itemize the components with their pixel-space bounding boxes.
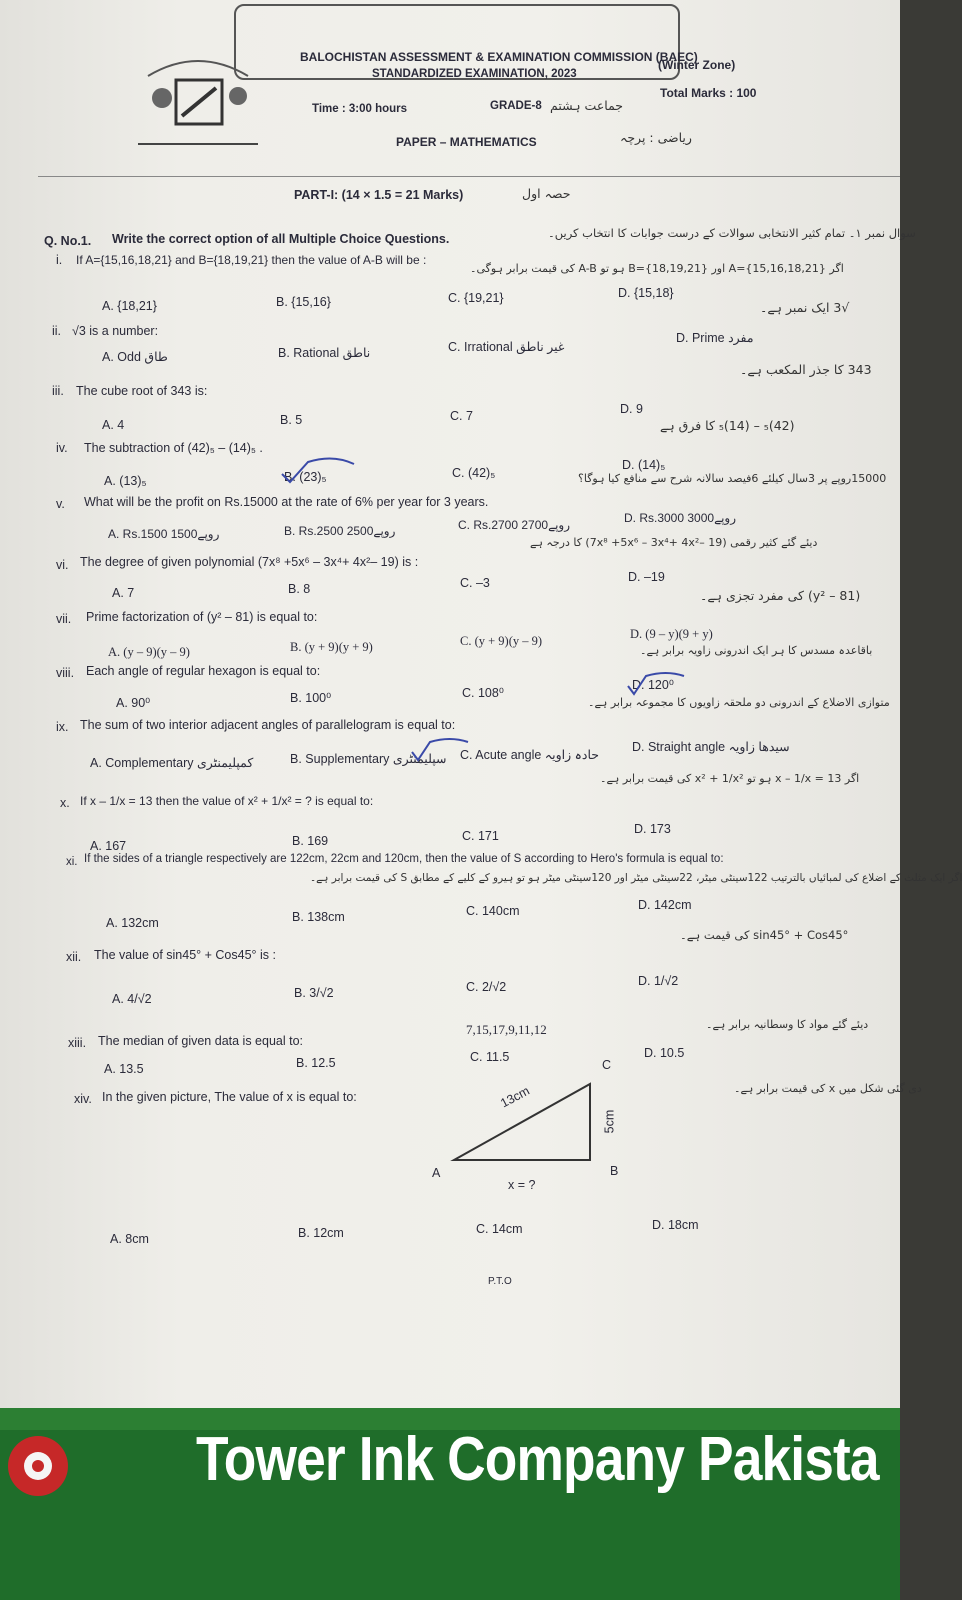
flower-logo [2,1422,82,1512]
paper-urdu: ریاضی : پرچہ [620,130,692,145]
question-urdu: 15000روپے پر 3سال کیلئے 6فیصد سالانہ شرح سے منافع کیا ہوگا؟ [578,472,887,485]
option-d: D. 120⁰ [632,678,674,692]
option-d: D. 142cm [638,898,692,912]
vertex-c-label: C [602,1058,612,1072]
option-d: D. (9 – y)(9 + y) [630,627,713,641]
option-d: D. Rs.3000 3000روپے [624,511,737,525]
instruction-urdu: سوال نمبر ۱۔ تمام کثیر الانتخابی سوالات کے درست جوابات کا انتخاب کریں۔ [548,226,916,240]
option-b: B. 169 [292,834,329,848]
instruction-label: Q. No.1. [44,234,92,248]
option-b: B. (y + 9)(y + 9) [290,640,373,654]
question-text: In the given picture, The value of x is equal to: [102,1090,357,1104]
median-data: 7,15,17,9,11,12 [466,1022,547,1037]
option-a: A. 4/√2 [112,992,152,1006]
option-a: A. 167 [90,839,127,853]
option-a: A. 8cm [110,1232,149,1246]
question-text: Each angle of regular hexagon is equal to: [86,664,321,678]
instruction-text: Write the correct option of all Multiple Choice Questions. [112,232,450,246]
option-c: C. Irrational غیر ناطق [448,340,565,354]
question-urdu: (y² – 81) کی مفرد تجزی ہے۔ [700,588,861,603]
question-number: i. [56,253,63,267]
vertex-b-label: B [610,1164,619,1178]
option-a: A. 90⁰ [116,696,151,710]
option-b: B. 12cm [298,1226,344,1240]
option-c: C. 171 [462,829,499,843]
header-rule [38,176,900,177]
question-text: The sum of two interior adjacent angles of parallelogram is equal to: [80,718,456,732]
question-number: viii. [56,666,75,680]
question-urdu: باقاعدہ مسدس کا ہر ایک اندرونی زاویہ برابر ہے۔ [640,644,873,657]
option-b: B. 8 [288,582,311,596]
option-b: B. 100⁰ [290,691,332,705]
question-number: xii. [66,950,82,964]
pto-label: P.T.O [488,1276,512,1287]
grade-label: GRADE-8 [490,100,542,112]
side-label: 5cm [602,1109,617,1134]
grade-urdu: جماعت ہشتم [550,98,624,113]
board-title: BALOCHISTAN ASSESSMENT & EXAMINATION COMMISSION (BAEC) [300,50,698,64]
question-text: If the sides of a triangle respectively are 122cm, 22cm and 120cm, then the value of S according to Hero's formula is equal to: [84,853,724,865]
question-number: ix. [56,720,69,734]
option-c: C. Rs.2700 2700روپے [458,518,571,532]
option-c: C. (42)₅ [452,466,496,480]
question-text: The value of sin45° + Cos45° is : [94,948,276,962]
question-urdu: متوازی الاضلاع کے اندرونی دو ملحقہ زاویوں کا مجموعہ برابر ہے۔ [588,696,890,709]
option-d: D. 9 [620,402,643,416]
option-c: C. Acute angle حادہ زاویہ [460,748,600,762]
option-b: B. 5 [280,413,303,427]
time-label: Time : 3:00 hours [312,103,408,115]
option-d: D. 1/√2 [638,974,679,988]
option-b: B. 3/√2 [294,986,334,1000]
question-urdu: دیئے گئے کثیر رقمی (7x⁸ +5x⁶ – 3x⁴+ 4x²– 19) کا درجہ ہے [530,536,818,549]
question-number: iv. [56,441,68,455]
tower-ink-banner [0,1408,900,1600]
option-b: B. 12.5 [296,1056,336,1070]
option-b: B. Rs.2500 2500روپے [284,524,396,538]
question-urdu: 343 کا جذر المکعب ہے۔ [740,362,872,377]
option-b: B. 138cm [292,910,345,924]
question-urdu: دی گئی شکل میں x کی قیمت برابر ہے۔ [734,1082,922,1095]
total-marks: Total Marks : 100 [660,86,757,100]
question-text: Prime factorization of (y² – 81) is equal to: [86,610,318,624]
question-urdu: sin45° + Cos45° کی قیمت ہے۔ [680,928,849,942]
option-b: B. Rational ناطق [278,346,371,360]
pen-tick-mark [626,672,686,696]
question-urdu: اگر A={15,16,18,21} اور B={18,19,21} ہو تو A-B کی قیمت برابر ہوگی۔ [470,262,844,275]
pen-tick-mark [278,456,358,486]
question-text: If A={15,16,18,21} and B={18,19,21} then the value of A-B will be : [76,253,427,267]
option-a: A. (y – 9)(y – 9) [108,645,190,659]
option-b: B. {15,16} [276,295,331,309]
option-c: C. {19,21} [448,291,504,305]
option-a: A. 4 [102,418,125,432]
unknown-x-label: x = ? [508,1178,536,1192]
option-a: A. Odd طاق [102,350,168,364]
option-c: C. 140cm [466,904,520,918]
vertex-a-label: A [432,1166,441,1180]
option-d: D. 10.5 [644,1046,685,1060]
question-urdu: √3 ایک نمبر ہے۔ [760,300,850,315]
option-d: D. Straight angle سیدھا زاویہ [632,740,790,754]
question-text: The cube root of 343 is: [76,384,208,398]
option-a: A. Rs.1500 1500روپے [108,527,220,541]
option-d: D. 18cm [652,1218,699,1232]
question-number: vii. [56,612,72,626]
question-urdu: (42)₅ – (14)₅ کا فرق ہے [660,418,795,433]
option-b: B. Supplementary سپلیمنٹری [290,752,447,766]
question-text: √3 is a number: [72,324,159,338]
option-c: C. 14cm [476,1222,523,1236]
question-urdu: دیئے گئے مواد کا وسطانیہ برابر ہے۔ [706,1018,869,1031]
question-urdu: اگر ایک مثلث کے اضلاع کی لمبائیاں بالترتیب 122سینٹی میٹر، 22سینٹی میٹر اور 120سینٹی میٹر ہو تو ہیرو کے کلیے کے مطابق S کی قیمت برابر ہے۔ [310,872,962,884]
option-a: A. 132cm [106,916,159,930]
option-c: C. 11.5 [470,1050,510,1064]
question-number: xiii. [68,1036,87,1050]
exam-title: STANDARDIZED EXAMINATION, 2023 [372,68,577,80]
option-a: A. (13)₅ [104,474,147,488]
zone-label: (Winter Zone) [658,58,736,72]
option-a: A. {18,21} [102,299,157,313]
option-c: C. 7 [450,409,473,423]
option-c: C. 108⁰ [462,686,504,700]
question-number: vi. [56,558,69,572]
brand-name: Tower Ink Company Pakista [196,1425,879,1494]
option-a: A. Complementary کمپلیمنٹری [90,756,254,770]
option-d: D. 173 [634,822,671,836]
question-text: If x – 1/x = 13 then the value of x² + 1/x² = ? is equal to: [80,794,374,808]
question-number: xi. [66,856,78,868]
hypotenuse-label: 13cm [498,1083,532,1111]
option-d: D. Prime مفرد [676,331,754,345]
paper-title: PAPER – MATHEMATICS [396,135,537,149]
question-text: The subtraction of (42)₅ – (14)₅ . [84,441,263,455]
question-urdu: اگر x – 1/x = 13 ہو تو x² + 1/x² کی قیمت برابر ہے۔ [600,772,860,785]
question-number: ii. [52,324,62,338]
question-text: The degree of given polynomial (7x⁸ +5x⁶ – 3x⁴+ 4x²– 19) is : [80,555,419,569]
question-number: x. [60,796,70,810]
part-title: PART-I: (14 × 1.5 = 21 Marks) [294,188,464,202]
option-a: A. 7 [112,586,135,600]
option-a: A. 13.5 [104,1062,144,1076]
question-number: v. [56,497,65,511]
option-c: C. –3 [460,576,490,590]
question-number: iii. [52,384,64,398]
question-number: xiv. [74,1092,92,1106]
question-text: The median of given data is equal to: [98,1034,303,1048]
option-c: C. (y + 9)(y – 9) [460,634,543,648]
option-c: C. 2/√2 [466,980,507,994]
option-d: D. {15,18} [618,286,674,300]
option-b: B. (23)₅ [284,470,327,484]
question-text: What will be the profit on Rs.15000 at the rate of 6% per year for 3 years. [84,495,489,509]
part-urdu: حصہ اول [522,186,571,201]
option-d: D. –19 [628,570,665,584]
option-d: D. (14)₅ [622,458,666,472]
